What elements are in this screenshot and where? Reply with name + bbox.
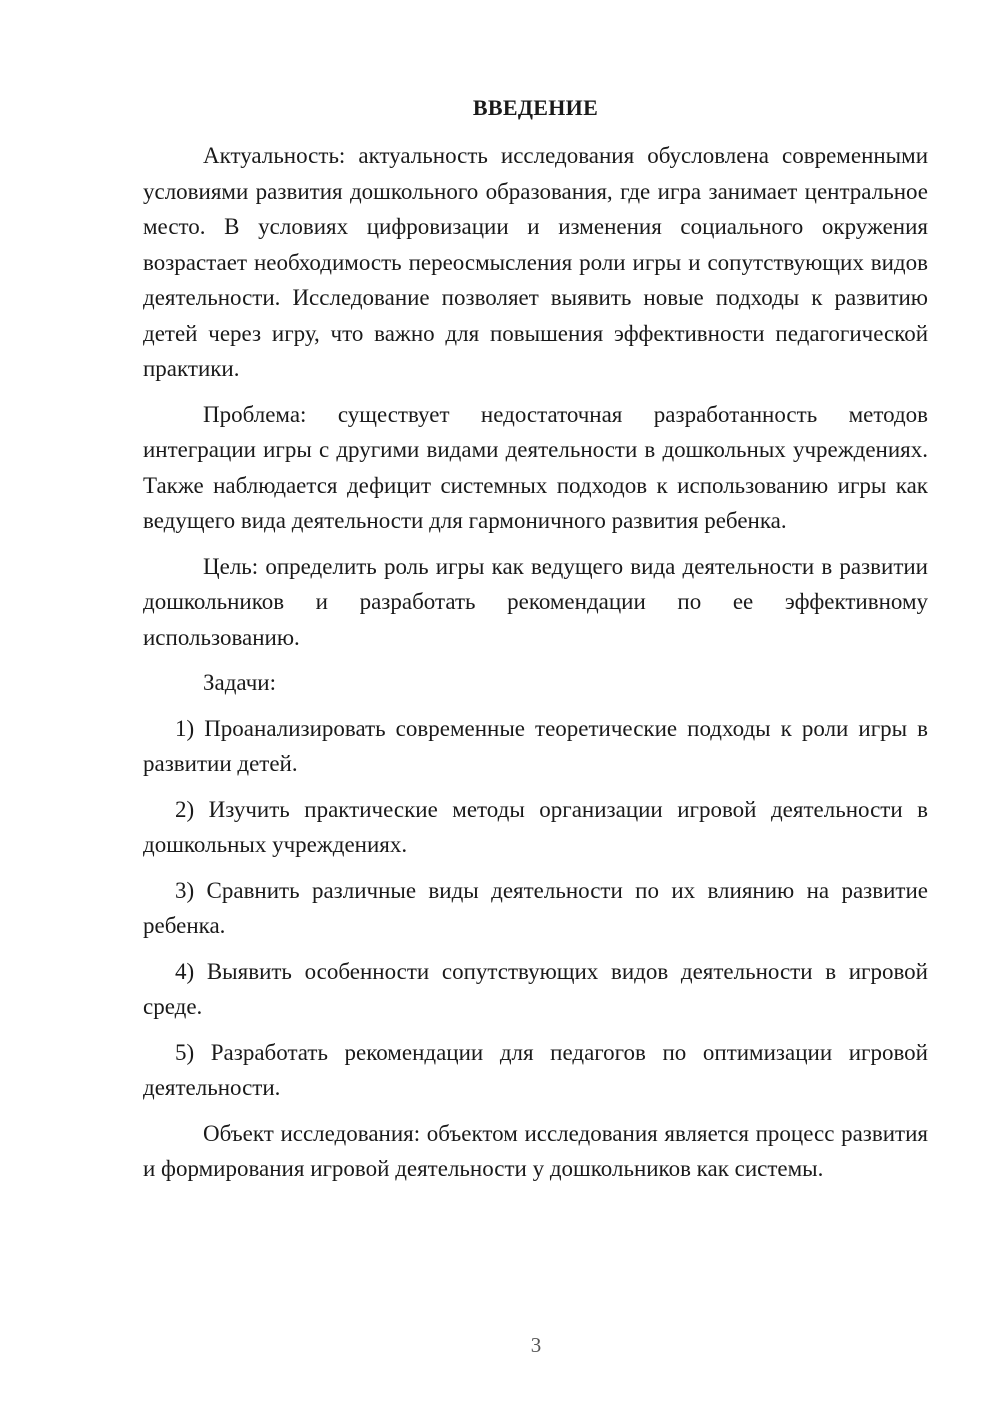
document-page <box>143 92 928 1197</box>
task-item-2: 2) Изучить практические методы организации игровой деятельности в дошкольных учреждениях. <box>143 796 928 857</box>
relevance-paragraph: Актуальность: актуальность исследования обусловлена современными условиями развития дошкольного образования, где игра занимает центральное место. В условиях цифровизации и изменения социального окружения возрастает необходимость переосмысления роли игры и сопутствующих видов деятельности. Исследование позволяет выявить новые подходы к развитию детей через игру, что важно для повышения эффективности педагогической практики. <box>143 143 928 381</box>
task-item-3: 3) Сравнить различные виды деятельности по их влиянию на развитие ребенка. <box>143 877 928 938</box>
task-item-1: 1) Проанализировать современные теоретические подходы к роли игры в развитии детей. <box>143 715 928 776</box>
task-item-5: 5) Разработать рекомендации для педагогов по оптимизации игровой деятельности. <box>143 1039 928 1100</box>
page-number: 3 <box>530 1333 542 1357</box>
object-paragraph: Объект исследования: объектом исследования является процесс развития и формирования игровой деятельности у дошкольников как системы. <box>143 1120 928 1181</box>
problem-paragraph: Проблема: существует недостаточная разработанность методов интеграции игры с другими видами деятельности в дошкольных учреждениях. Также наблюдается дефицит системных подходов к использованию игры как ведущего вида деятельности для гармоничного развития ребенка. <box>143 401 928 533</box>
tasks-heading: Задачи: <box>203 670 276 695</box>
goal-paragraph: Цель: определить роль игры как ведущего вида деятельности в развитии дошкольников и разработать рекомендации по ее эффективному использованию. <box>143 553 928 650</box>
section-title: ВВЕДЕНИЕ <box>472 95 599 120</box>
task-item-4: 4) Выявить особенности сопутствующих видов деятельности в игровой среде. <box>143 958 928 1019</box>
